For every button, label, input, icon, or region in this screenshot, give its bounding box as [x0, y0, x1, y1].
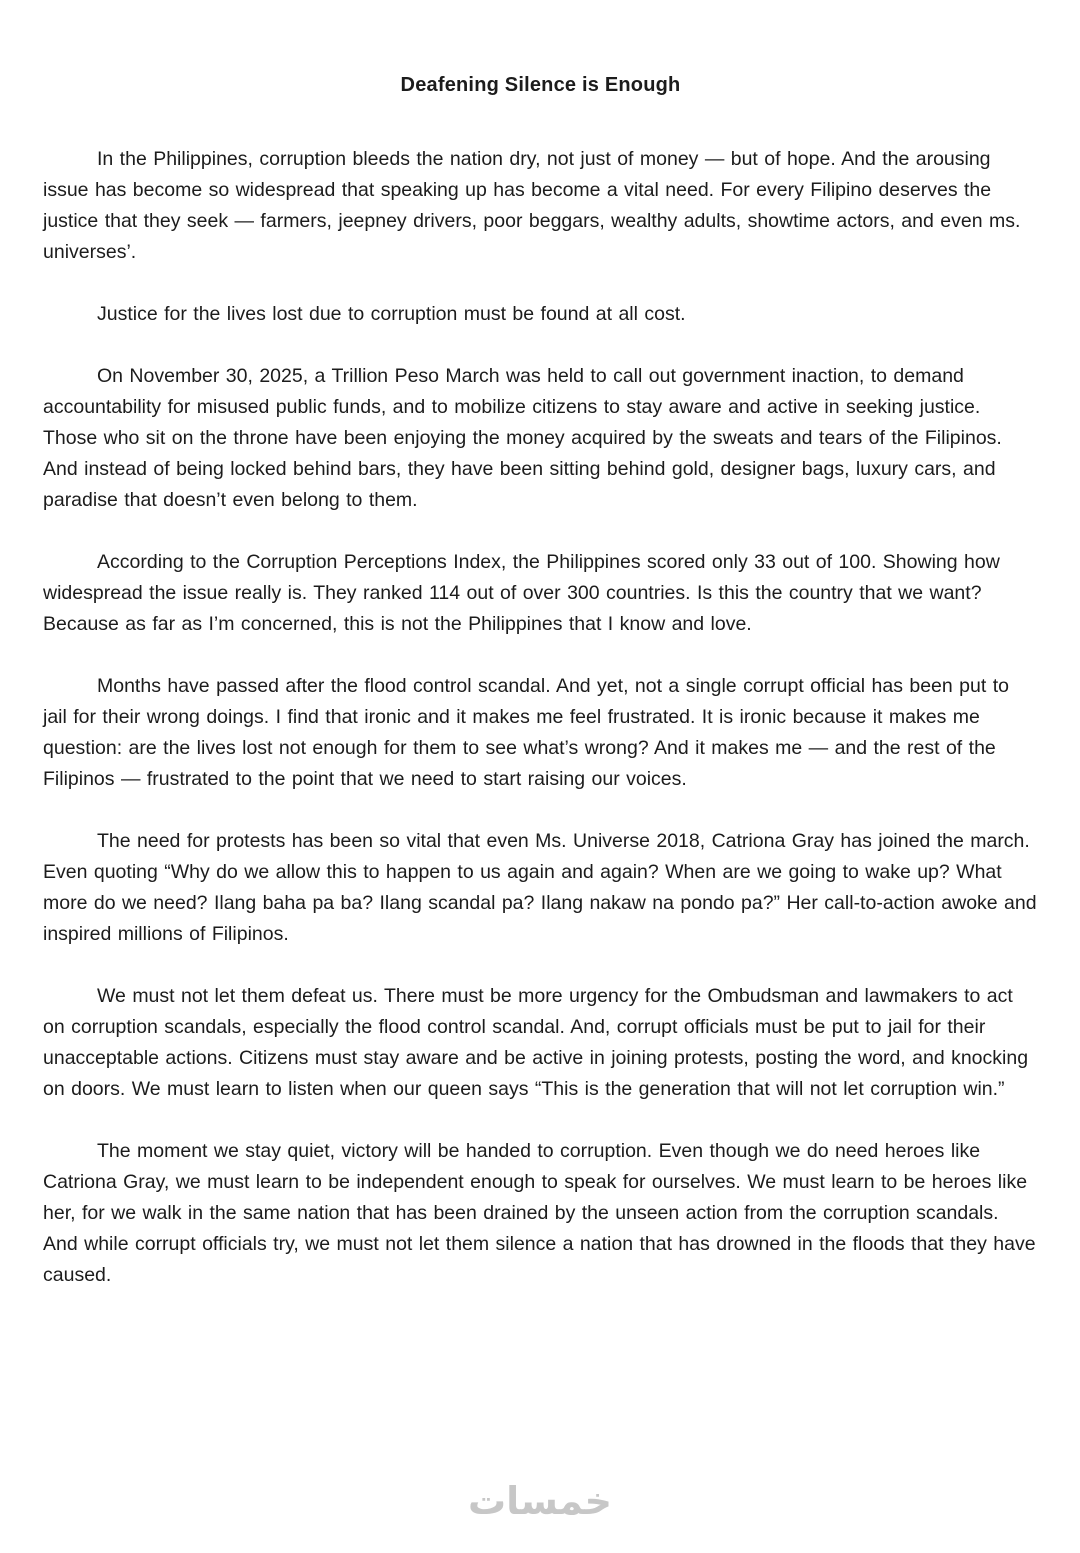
paragraph-justice: Justice for the lives lost due to corruption must be found at all cost. — [97, 303, 686, 325]
paragraph-intro: In the Philippines, corruption bleeds the nation dry, not just of money — but of hope. And the arousing issue has become so widespread that speaking up has become a vital need. For every Filipino deserves the justice that they seek — farmers, jeepney drivers, poor beggars, wealthy adults, showtime actors, and even ms. universes’. — [43, 148, 1021, 263]
paragraph-corruption-index: According to the Corruption Perceptions Index, the Philippines scored only 33 out of 100. Showing how widespread the issue really is. They ranked 114 out of over 300 countries. Is this the country that we want? Because as far as I’m concerned, this is not the Philippines that I know and love. — [43, 551, 1000, 635]
paragraph-flood-control-scandal: Months have passed after the flood control scandal. And yet, not a single corrupt official has been put to jail for their wrong doings. I find that ironic and it makes me feel frustrated. It is ironic because it makes me question: are the lives lost not enough for them to see what’s wrong? And it makes me — and the rest of the Filipinos — frustrated to the point that we need to start raising our voices. — [43, 675, 1009, 790]
paragraph-conclusion: The moment we stay quiet, victory will be handed to corruption. Even though we do need heroes like Catriona Gray, we must learn to be independent enough to speak for ourselves. We must learn to be heroes like her, for we walk in the same nation that has been drained by the unseen action from the corruption scandals. And while corrupt officials try, we must not let them silence a nation that has drowned in the floods that they have caused. — [43, 1140, 1036, 1286]
paragraph-call-to-action: We must not let them defeat us. There must be more urgency for the Ombudsman and lawmakers to act on corruption scandals, especially the flood control scandal. And, corrupt officials must be put to jail for their unacceptable actions. Citizens must stay aware and be active in joining protests, posting the word, and knocking on doors. We must learn to listen when our queen says “This is the generation that will not let corruption win.” — [43, 985, 1029, 1100]
paragraph-trillion-peso-march: On November 30, 2025, a Trillion Peso March was held to call out government inaction, to demand accountability for misused public funds, and to mobilize citizens to stay aware and active in seeking justice. Those who sit on the throne have been enjoying the money acquired by the sweats and tears of the Filipinos. And instead of being locked behind bars, they have been sitting behind gold, designer bags, luxury cars, and paradise that doesn’t even belong to them. — [43, 365, 1002, 511]
document-title: Deafening Silence is Enough — [400, 74, 681, 96]
paragraph-catriona-gray-quote: The need for protests has been so vital that even Ms. Universe 2018, Catriona Gray has joined the march. Even quoting “Why do we allow this to happen to us again and again? When are we going to wake up? What more do we need? Ilang baha pa ba? Ilang scandal pa? Ilang nakaw na pondo pa?” Her call-to-action awoke and inspired millions of Filipinos. — [43, 830, 1037, 945]
khamsat-watermark-logo: خمسات — [468, 1479, 612, 1523]
